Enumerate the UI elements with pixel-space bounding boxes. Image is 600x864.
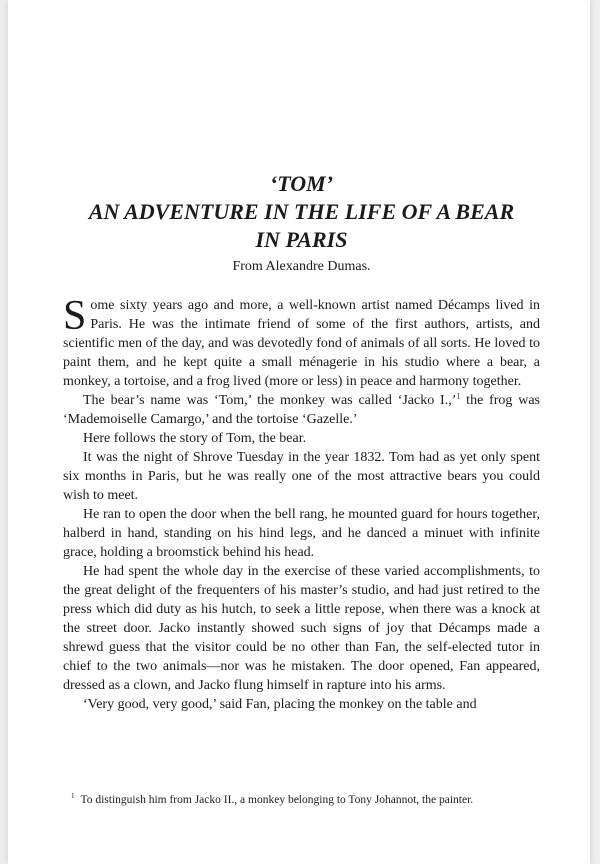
paragraph-4: It was the night of Shrove Tuesday in the year 1832. Tom had as yet only spent six months in Paris, but he was really one of the most attractive bears you could wish to meet. (63, 450, 540, 503)
title-line-2: AN ADVENTURE IN THE LIFE OF A BEAR (88, 199, 515, 224)
paragraph-6: He had spent the whole day in the exercise of these varied accomplishments, to the great delight of the frequenters of his master’s studio, and had just retired to the press which did duty as his hutch, to seek a little repose, when there was a knock at the street door. Jacko instantly showed such signs of joy that Décamps made a shrewd guess that the visitor could be no other than Fan, the self-elected tutor in chief to the two animals—nor was he mistaken. The door opened, Fan appeared, dressed as a clown, and Jacko flung himself in rapture into his arms. (63, 564, 540, 693)
paragraph-5: He ran to open the door when the bell rang, he mounted guard for hours together, halberd in hand, standing on his hind legs, and he danced a minuet with infinite grace, holding a broomstick behind his head. (63, 507, 540, 560)
footnote (71, 793, 551, 808)
paragraph-3: Here follows the story of Tom, the bear. (83, 431, 307, 446)
footnote-marker: 1 (71, 792, 75, 801)
paragraph-2-text-b: the frog was ‘Mademoiselle Camargo,’ and the tortoise ‘Gazelle.’ (63, 393, 540, 427)
footnote-reference[interactable]: 1 (456, 391, 461, 401)
footnote-text: To distinguish him from Jacko II., a monkey belonging to Tony Johannot, the painter. (80, 794, 474, 806)
chapter-title (63, 170, 540, 254)
byline: From Alexandre Dumas. (232, 259, 371, 274)
paragraph-2 (63, 391, 540, 429)
paragraph-1-text: ome sixty years ago and more, a well-known artist named Décamps lived in Paris. He was the intimate friend of some of the first authors, artists, and scientific men of the day, and was devotedly fond of animals of all sorts. He loved to paint them, and he kept quite a small ménagerie in his studio where a bear, a monkey, a tortoise, and a frog lived (more or less) in peace and harmony together. (63, 298, 540, 389)
paragraph-2-text-a: The bear’s name was ‘Tom,’ the monkey was called ‘Jacko I.,’ (83, 393, 457, 408)
paragraph-7: ‘Very good, very good,’ said Fan, placing the monkey on the table and (83, 697, 477, 712)
page-content (63, 170, 540, 714)
book-page (8, 0, 590, 864)
drop-cap: S (63, 293, 87, 339)
title-line-3: IN PARIS (255, 227, 348, 252)
title-line-1: ‘TOM’ (269, 171, 334, 196)
paragraph-1 (63, 293, 540, 391)
